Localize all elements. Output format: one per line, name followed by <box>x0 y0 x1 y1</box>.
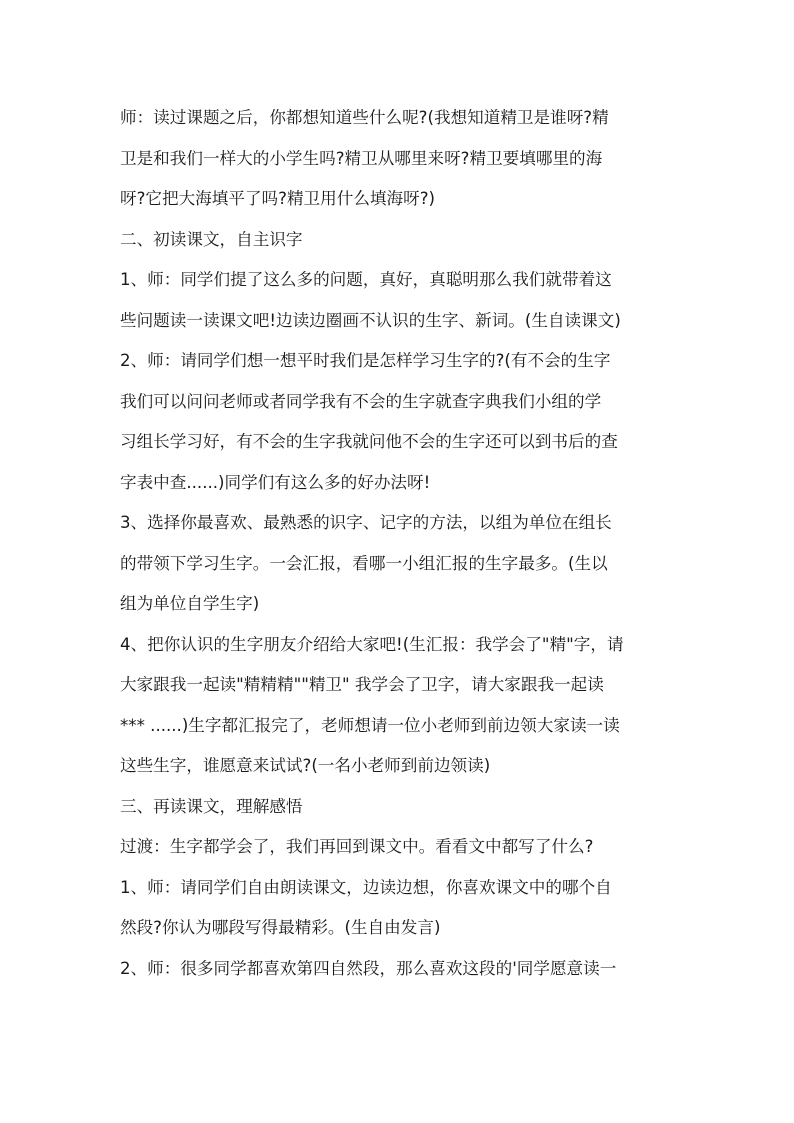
text-line: 些问题读一读课文吧!边读边圈画不认识的生字、新词。(生自读课文) <box>120 310 621 330</box>
text-line: 师：读过课题之后，你都想知道些什么呢?(我想知道精卫是谁呀?精 <box>120 108 609 127</box>
text-line: *** ......)生字都汇报完了，老师想请一位小老师到前边领大家读一读 <box>120 715 620 735</box>
document-page <box>120 98 680 989</box>
section-heading: 二、初读课文，自主识字 <box>120 229 303 249</box>
text-line: 过渡：生字都学会了，我们再回到课文中。看看文中都写了什么? <box>120 837 594 856</box>
section-heading: 三、再读课文，理解感悟 <box>120 796 303 816</box>
text-line: 组为单位自学生字) <box>120 594 260 613</box>
text-line: 2、师：很多同学都喜欢第四自然段，那么喜欢这段的'同学愿意读一 <box>120 958 617 978</box>
text-line: 卫是和我们一样大的小学生吗?精卫从哪里来呀?精卫要填哪里的海 <box>120 148 603 168</box>
text-line: 大家跟我一起读"精精精""精卫" 我学会了卫字，请大家跟我一起读 <box>120 675 604 694</box>
text-line: 我们可以问问老师或者同学我有不会的生字就查字典我们小组的学 <box>120 391 602 411</box>
text-line: 的带领下学习生字。一会汇报，看哪一小组汇报的生字最多。(生以 <box>120 553 608 573</box>
text-line: 4、把你认识的生字朋友介绍给大家吧!(生汇报：我学会了"精"字，请 <box>120 634 624 654</box>
text-line: 1、师：同学们提了这么多的问题，真好，真聪明那么我们就带着这 <box>120 270 612 289</box>
text-line: 习组长学习好，有不会的生字我就问他不会的生字还可以到书后的查 <box>120 432 618 451</box>
text-line: 3、选择你最喜欢、最熟悉的识字、记字的方法，以组为单位在组长 <box>120 513 612 532</box>
text-line: 呀?它把大海填平了吗?精卫用什么填海呀?) <box>120 189 435 208</box>
text-line: 这些生字，谁愿意来试试?(一名小老师到前边领读) <box>120 756 491 775</box>
text-line: 1、师：请同学们自由朗读课文，边读边想，你喜欢课文中的哪个自 <box>120 877 612 897</box>
text-line: 2、师：请同学们想一想平时我们是怎样学习生字的?(有不会的生字 <box>120 351 611 370</box>
text-line: 然段?你认为哪段写得最精彩。(生自由发言) <box>120 918 441 937</box>
text-line: 字表中查......)同学们有这么多的好办法呀! <box>120 472 431 492</box>
